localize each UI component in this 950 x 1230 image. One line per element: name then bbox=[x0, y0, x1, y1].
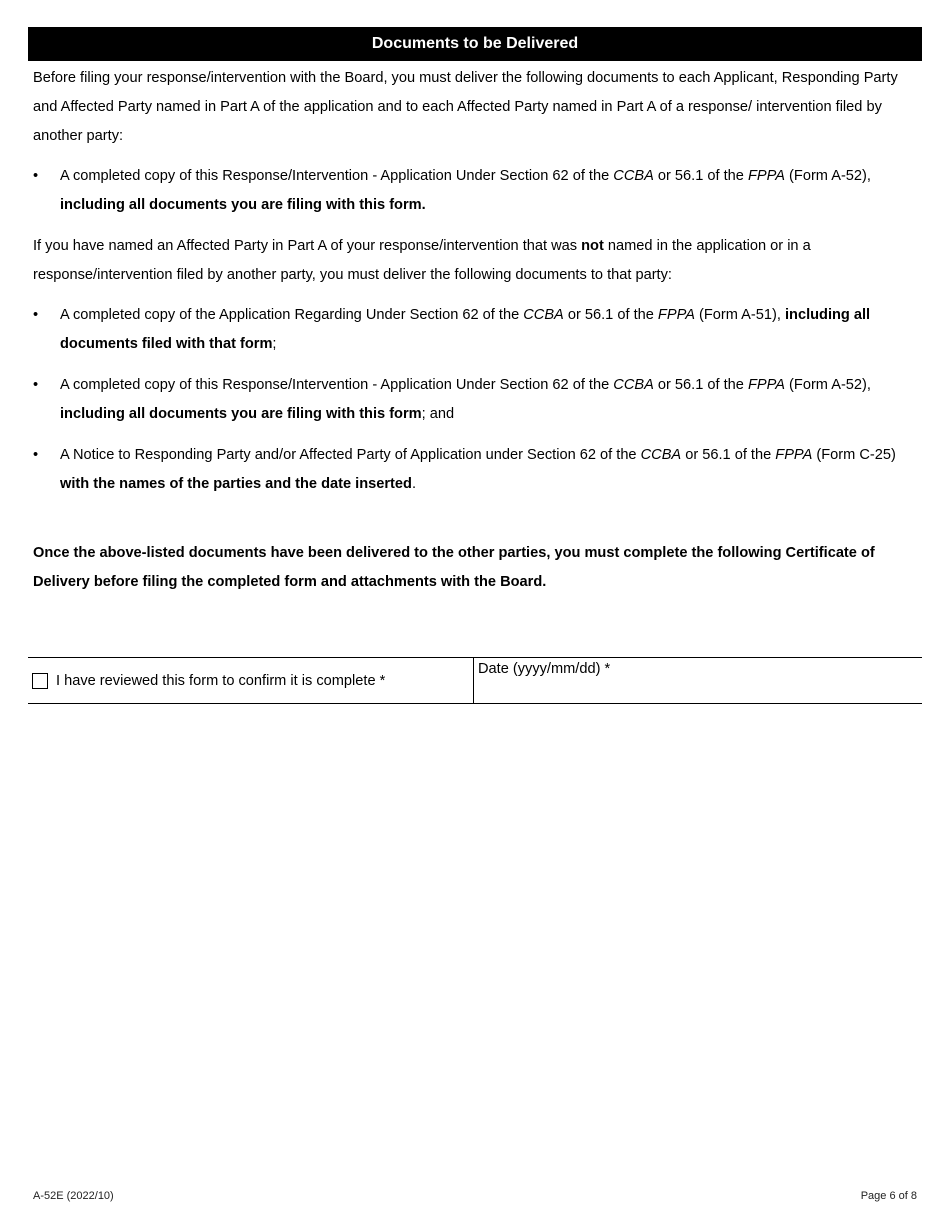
certificate-row bbox=[28, 657, 922, 704]
date-label: Date (yyyy/mm/dd) * bbox=[478, 661, 611, 677]
review-complete-checkbox[interactable] bbox=[32, 673, 48, 689]
list-item: • A completed copy of this Response/Intervention - Application Under Section 62 of the CCBA or 56.1 of the FPPA (Form A-52), including all documents you are filing with this form; and bbox=[33, 371, 918, 429]
certificate-instruction: Once the above-listed documents have been delivered to the other parties, you must complete the following Certificate of Delivery before filing the completed form and attachments with the Board. bbox=[33, 545, 875, 590]
review-complete-label: I have reviewed this form to confirm it is complete * bbox=[56, 672, 386, 689]
list-item: • A completed copy of the Application Regarding Under Section 62 of the CCBA or 56.1 of the FPPA (Form A-51), including all documents filed with that form; bbox=[33, 301, 918, 359]
documents-list-new-party bbox=[33, 301, 918, 499]
review-confirmation bbox=[28, 658, 474, 703]
bullet-icon: • bbox=[33, 307, 39, 323]
bullet-icon: • bbox=[33, 377, 39, 393]
section-banner bbox=[28, 27, 922, 61]
bullet-icon: • bbox=[33, 168, 39, 184]
instructions bbox=[33, 64, 918, 597]
section-title: Documents to be Delivered bbox=[371, 35, 579, 52]
intro-paragraph: Before filing your response/intervention with the Board, you must deliver the following documents to each Applicant, Responding Party and Affected Party named in Part A of the application and to each Affected Party named in Part A of a response/ intervention filed by another party: bbox=[33, 70, 898, 144]
list-item: • A Notice to Responding Party and/or Affected Party of Application under Section 62 of the CCBA or 56.1 of the FPPA (Form C-25) with the names of the parties and the date inserted. bbox=[33, 441, 918, 499]
page-number: Page 6 of 8 bbox=[860, 1190, 917, 1202]
new-affected-party-paragraph: If you have named an Affected Party in Part A of your response/intervention that was not named in the application or in a response/intervention filed by another party, you must deliver the following documents to that party: bbox=[33, 238, 811, 283]
form-code: A-52E (2022/10) bbox=[33, 1190, 114, 1202]
date-field[interactable] bbox=[478, 678, 912, 702]
list-item: • A completed copy of this Response/Intervention - Application Under Section 62 of the CCBA or 56.1 of the FPPA (Form A-52), including all documents you are filing with this form. bbox=[33, 162, 918, 220]
documents-list-all-parties bbox=[33, 162, 918, 220]
bullet-icon: • bbox=[33, 447, 39, 463]
date-field-cell bbox=[474, 658, 922, 703]
